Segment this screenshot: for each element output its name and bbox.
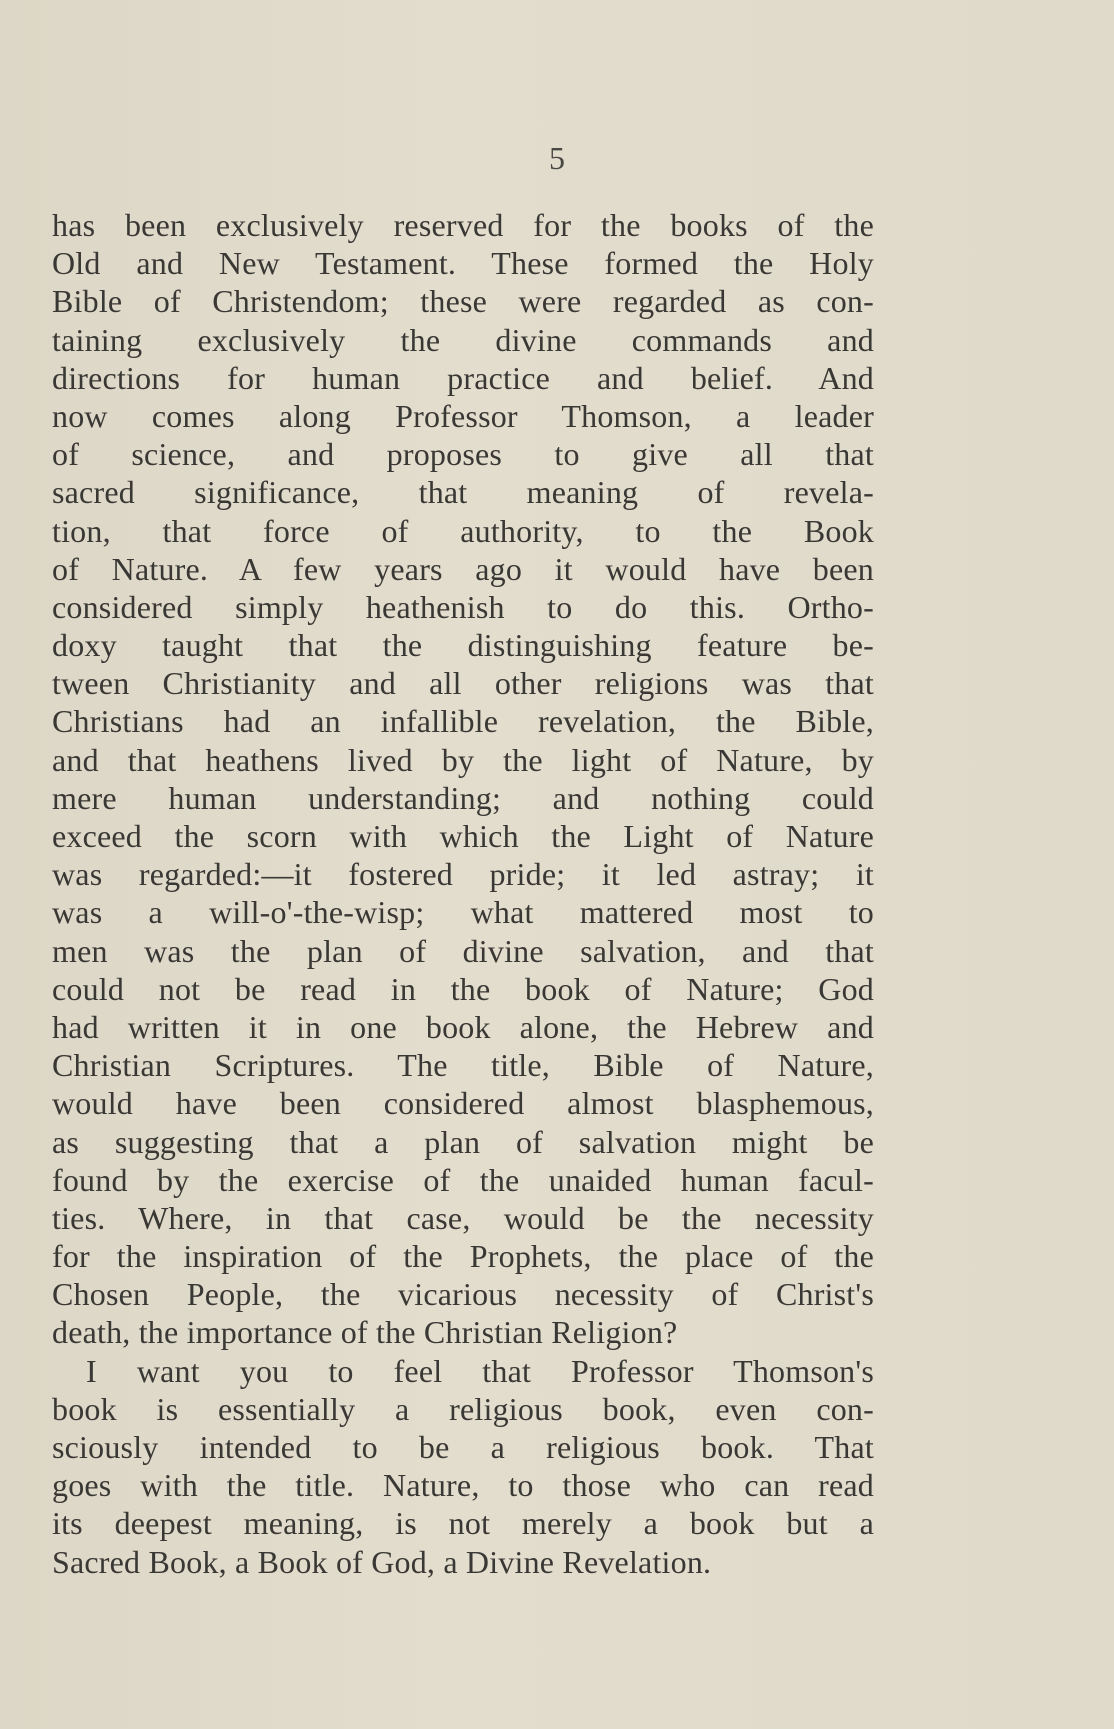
- text-line: Chosen People, the vicarious necessity of Christ's: [52, 1276, 874, 1313]
- text-line: sciously intended to be a religious book. That: [52, 1429, 874, 1465]
- text-line: goes with the title. Nature, to those who can read: [52, 1467, 874, 1504]
- text-line: death, the importance of the Christian Religion?: [52, 1314, 678, 1351]
- text-line: mere human understanding; and nothing could: [52, 779, 874, 816]
- text-line: and that heathens lived by the light of Nature, by: [52, 741, 874, 778]
- text-line: of science, and proposes to give all that: [52, 436, 874, 473]
- text-line: men was the plan of divine salvation, and that: [52, 932, 874, 969]
- text-line: tween Christianity and all other religions was that: [52, 665, 874, 702]
- text-line: as suggesting that a plan of salvation might be: [52, 1123, 874, 1160]
- page-number: 5: [549, 140, 565, 176]
- text-line: for the inspiration of the Prophets, the place of the: [52, 1238, 874, 1275]
- text-line: Bible of Christendom; these were regarded as con-: [52, 283, 874, 320]
- text-line: its deepest meaning, is not merely a book but a: [52, 1505, 874, 1542]
- text-line: sacred significance, that meaning of revela-: [52, 474, 874, 511]
- text-line: of Nature. A few years ago it would have been: [52, 550, 874, 587]
- text-line: has been exclusively reserved for the books of the: [52, 207, 874, 243]
- text-line: found by the exercise of the unaided human facul-: [52, 1161, 874, 1198]
- text-line: had written it in one book alone, the Hebrew and: [52, 1008, 874, 1045]
- text-line: Christians had an infallible revelation, the Bible,: [52, 703, 874, 740]
- text-line: doxy taught that the distinguishing feature be-: [52, 627, 874, 664]
- text-line: was regarded:—it fostered pride; it led astray; it: [52, 856, 874, 893]
- text-line: tion, that force of authority, to the Book: [52, 512, 874, 549]
- text-line: taining exclusively the divine commands and: [52, 321, 874, 358]
- text-line: I want you to feel that Professor Thomson's: [86, 1352, 874, 1389]
- text-line: was a will-o'-the-wisp; what mattered most to: [52, 894, 874, 931]
- text-line: considered simply heathenish to do this. Ortho-: [52, 588, 874, 625]
- text-line: Old and New Testament. These formed the Holy: [52, 245, 874, 282]
- text-line: would have been considered almost blasphemous,: [52, 1085, 874, 1122]
- text-line: Sacred Book, a Book of God, a Divine Revelation.: [52, 1543, 712, 1580]
- text-line: now comes along Professor Thomson, a leader: [52, 397, 874, 434]
- text-line: directions for human practice and belief. And: [52, 359, 874, 396]
- text-line: exceed the scorn with which the Light of Nature: [52, 818, 874, 854]
- text-line: Christian Scriptures. The title, Bible of Nature,: [52, 1047, 874, 1084]
- text-line: book is essentially a religious book, even con-: [52, 1390, 874, 1427]
- text-line: could not be read in the book of Nature; God: [52, 970, 874, 1007]
- body-text: [52, 206, 874, 1581]
- text-line: ties. Where, in that case, would be the necessity: [52, 1199, 874, 1236]
